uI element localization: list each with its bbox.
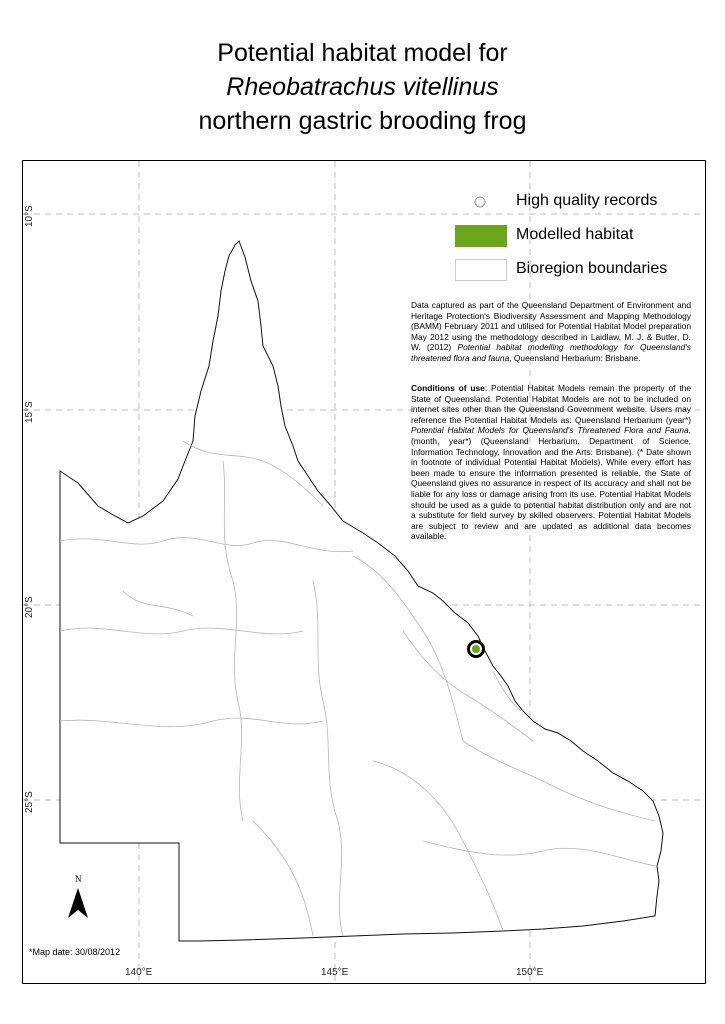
map-title-common-name: northern gastric brooding frog (198, 107, 527, 135)
habitat-swatch (455, 225, 507, 247)
map-canvas (23, 161, 705, 983)
record-symbol-icon (472, 194, 488, 210)
map-title-species: Rheobatrachus vitellinus (226, 73, 499, 101)
latitude-label-15s: 15°S (24, 401, 35, 423)
longitude-label-145e: 145°E (321, 967, 349, 978)
conditions-of-use: Conditions of use: Potential Habitat Models remain the property of the State of Queensland. Potential Habitat Models are not to be included on internet sites other than the Queensland Government website. Users may reference the Potential Habitat Models as: Queensland Herbarium (year*) Potential Habitat Models for Queensland's Threatened Flora and Fauna, (month, year*) (Queensland Herbarium, Department of Science, Information Technology, Innovation and the Arts: Brisbane). (* Date shown in footnote of individual Potential Habitat Models). While every effort has been made to ensure the information presented is reliable, the State of Queensland gives no assurance in respect of its accuracy and shall not be liable for any loss or damage arising from its use. Potential Habitat Models should be used as a guide to potential habitat distribution only and are not a substitute for field survey by skilled observers. Potential Habitat Models are subject to review and are updated as additional data becomes available. (411, 383, 691, 542)
latitude-label-10s: 10°S (24, 205, 35, 227)
legend-bioregion-label: Bioregion boundaries (516, 260, 668, 277)
data-source-note: Data captured as part of the Queensland Department of Environment and Heritage Protection's Biodiversity Assessment and Mapping Methodology (BAMM) February 2011 and utilised for Potential Habitat Model preparation May 2012 using the methodology described in Laidlaw, M. J. & Butler, D. W. (2012) Potential habitat modelling methodology for Queensland's threatened flora and fauna, Queensland Herbarium: Brisbane. (411, 300, 691, 363)
latitude-label-25s: 25°S (24, 791, 35, 813)
north-arrow-icon (66, 888, 90, 920)
map-title-line-1: Potential habitat model for (217, 39, 508, 67)
latitude-label-20s: 20°S (24, 596, 35, 618)
longitude-label-150e: 150°E (516, 967, 544, 978)
north-label: N (75, 874, 82, 884)
legend-records-label: High quality records (516, 192, 658, 209)
bioregion-swatch (455, 259, 507, 281)
legend-habitat-label: Modelled habitat (516, 226, 634, 243)
map-date: *Map date: 30/08/2012 (29, 947, 121, 957)
longitude-label-140e: 140°E (125, 967, 153, 978)
map-frame (22, 160, 706, 984)
